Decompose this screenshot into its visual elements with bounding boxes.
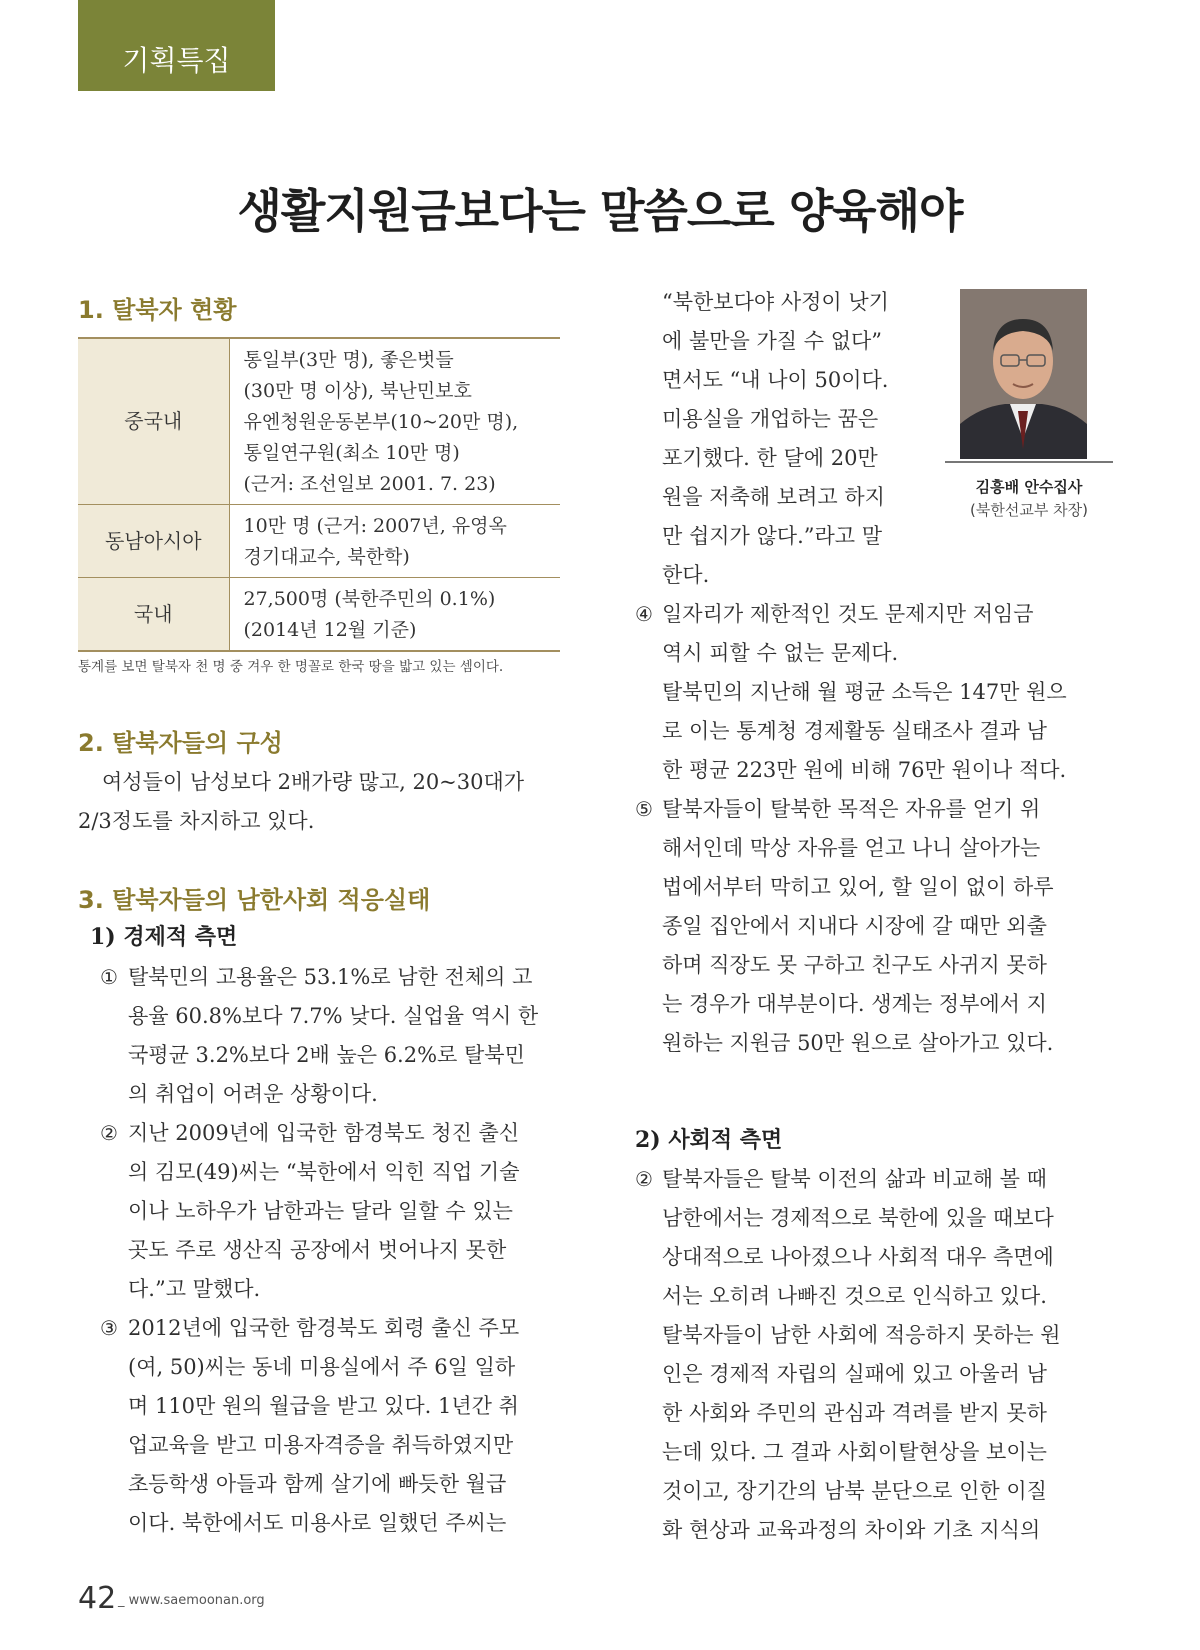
body-line: 법에서부터 막히고 있어, 할 일이 없이 하루 xyxy=(662,875,1054,899)
portrait-illustration xyxy=(960,289,1087,459)
region-cell: 국내 xyxy=(78,578,229,652)
body-line: 한 평균 223만 원에 비해 76만 원이나 적다. xyxy=(662,758,1067,782)
detail-line: (2014년 12월 기준) xyxy=(243,619,417,641)
detail-cell xyxy=(229,578,560,652)
table-row xyxy=(78,505,560,578)
detail-line: 27,500명 (북한주민의 0.1%) xyxy=(243,588,496,610)
body-line: 한 사회와 주민의 관심과 격려를 받지 못하 xyxy=(662,1401,1047,1425)
detail-line: 유엔청원운동본부(10~20만 명), xyxy=(243,411,519,433)
body-line: 국평균 3.2%보다 2배 높은 6.2%로 탈북민 xyxy=(128,1043,525,1067)
body-line: 이나 노하우가 남한과는 달라 일할 수 있는 xyxy=(128,1199,513,1223)
body-line: 원을 저축해 보려고 하지 xyxy=(662,485,885,509)
detail-line: 10만 명 (근거: 2007년, 유영옥 xyxy=(243,515,507,537)
table-row xyxy=(78,338,560,505)
section-2-heading: 2. 탈북자들의 구성 xyxy=(78,729,283,757)
body-line: 는 경우가 대부분이다. 생계는 정부에서 지 xyxy=(662,992,1047,1016)
detail-cell xyxy=(229,505,560,578)
body-line: 의 취업이 어려운 상황이다. xyxy=(128,1082,378,1106)
body-line: 탈북민의 고용율은 53.1%로 남한 전체의 고 xyxy=(128,965,533,989)
body-line: 탈북자들이 남한 사회에 적응하지 못하는 원 xyxy=(662,1323,1061,1347)
item-3 xyxy=(100,1309,570,1543)
table-row xyxy=(78,578,560,652)
body-line: 초등학생 아들과 함께 살기에 빠듯한 월급 xyxy=(128,1472,507,1496)
photo-caption-name: 김흥배 안수집사 xyxy=(975,478,1083,496)
item-5 xyxy=(635,790,1095,1063)
subsection-social: 2) 사회적 측면 xyxy=(635,1127,783,1153)
detail-line: 통일연구원(최소 10만 명) xyxy=(243,442,460,464)
body-line: 탈북민의 지난해 월 평균 소득은 147만 원으 xyxy=(662,680,1067,704)
body-line: 며 110만 원의 월급을 받고 있다. 1년간 취 xyxy=(128,1394,519,1418)
body-line: 의 김모(49)씨는 “북한에서 익힌 직업 기술 xyxy=(128,1160,520,1184)
body-line: 인은 경제적 자립의 실패에 있고 아울러 남 xyxy=(662,1362,1047,1386)
detail-cell xyxy=(229,338,560,505)
body-line: 업교육을 받고 미용자격증을 취득하였지만 xyxy=(128,1433,514,1457)
body-line: 이다. 북한에서도 미용사로 일했던 주씨는 xyxy=(128,1511,507,1535)
body-line: 미용실을 개업하는 꿈은 xyxy=(662,407,879,431)
body-line: 화 현상과 교육과정의 차이와 기초 지식의 xyxy=(662,1518,1041,1542)
page-number: 42 xyxy=(78,1581,117,1616)
item-number: ① xyxy=(100,965,118,989)
body-line: 남한에서는 경제적으로 북한에 있을 때보다 xyxy=(662,1206,1054,1230)
region-cell: 중국내 xyxy=(78,338,229,505)
item-2 xyxy=(100,1114,570,1309)
item-number: ③ xyxy=(100,1316,118,1340)
item-number: ② xyxy=(100,1121,118,1145)
item-4 xyxy=(635,595,1095,790)
detail-line: (근거: 조선일보 2001. 7. 23) xyxy=(243,473,496,495)
body-line: 지난 2009년에 입국한 함경북도 청진 출신 xyxy=(128,1121,520,1145)
body-line: 는데 있다. 그 결과 사회이탈현상을 보이는 xyxy=(662,1440,1047,1464)
body-line: 서는 오히려 나빠진 것으로 인식하고 있다. xyxy=(662,1284,1047,1308)
body-line: 용율 60.8%보다 7.7% 낮다. 실업율 역시 한 xyxy=(128,1004,539,1028)
body-line: 2/3정도를 차지하고 있다. xyxy=(78,809,315,833)
table-note: 통계를 보면 탈북자 천 명 중 겨우 한 명꼴로 한국 땅을 밟고 있는 셈이다. xyxy=(78,659,504,675)
item-number: ⑤ xyxy=(635,797,653,821)
body-line: 로 이는 통계청 경제활동 실태조사 결과 남 xyxy=(662,719,1047,743)
detail-line: (30만 명 이상), 북난민보호 xyxy=(243,380,472,402)
body-line: 여성들이 남성보다 2배가량 많고, 20~30대가 xyxy=(102,770,525,794)
detail-line: 경기대교수, 북한학) xyxy=(243,546,410,568)
footer-url[interactable]: _ www.saemoonan.org xyxy=(118,1593,265,1608)
body-line: 종일 집안에서 지내다 시장에 갈 때만 외출 xyxy=(662,914,1047,938)
body-line: 만 쉽지가 않다.”라고 말 xyxy=(662,524,883,548)
quote-continuation xyxy=(662,283,932,595)
body-line: 한다. xyxy=(662,563,710,587)
detail-line: 통일부(3만 명), 좋은벗들 xyxy=(243,349,454,371)
defector-stats-table xyxy=(78,337,560,652)
item-1 xyxy=(100,958,570,1114)
body-line: “북한보다야 사정이 낫기 xyxy=(662,290,889,314)
body-line: 상대적으로 나아졌으나 사회적 대우 측면에 xyxy=(662,1245,1054,1269)
item-number: ④ xyxy=(635,602,653,626)
region-cell: 동남아시아 xyxy=(78,505,229,578)
body-line: 면서도 “내 나이 50이다. xyxy=(662,368,889,392)
body-line: 일자리가 제한적인 것도 문제지만 저임금 xyxy=(662,602,1034,626)
body-line: 다.”고 말했다. xyxy=(128,1277,261,1301)
body-line: 역시 피할 수 없는 문제다. xyxy=(662,641,899,665)
body-line: 2012년에 입국한 함경북도 회령 출신 주모 xyxy=(128,1316,520,1340)
body-line: 곳도 주로 생산직 공장에서 벗어나지 못한 xyxy=(128,1238,507,1262)
section-2-body xyxy=(78,763,563,841)
body-line: 탈북자들이 탈북한 목적은 자유를 얻기 위 xyxy=(662,797,1041,821)
section-1-heading: 1. 탈북자 현황 xyxy=(78,296,237,324)
caption-divider xyxy=(945,461,1113,463)
body-line: 포기했다. 한 달에 20만 xyxy=(662,446,878,470)
body-line: 하며 직장도 못 구하고 친구도 사귀지 못하 xyxy=(662,953,1047,977)
body-line: 원하는 지원금 50만 원으로 살아가고 있다. xyxy=(662,1031,1054,1055)
body-line: 에 불만을 가질 수 없다” xyxy=(662,329,883,353)
portrait-photo xyxy=(960,289,1087,459)
article-title: 생활지원금보다는 말씀으로 양육해야 xyxy=(237,184,963,238)
body-line: 것이고, 장기간의 남북 분단으로 인한 이질 xyxy=(662,1479,1047,1503)
section-3-heading: 3. 탈북자들의 남한사회 적응실태 xyxy=(78,886,431,914)
body-line: 탈북자들은 탈북 이전의 삶과 비교해 볼 때 xyxy=(662,1167,1047,1191)
body-line: 해서인데 막상 자유를 얻고 나니 살아가는 xyxy=(662,836,1041,860)
section-tab: 기획특집 xyxy=(78,0,275,91)
body-line: (여, 50)씨는 동네 미용실에서 주 6일 일하 xyxy=(128,1355,516,1379)
item-number: ② xyxy=(635,1167,653,1191)
subsection-economic: 1) 경제적 측면 xyxy=(90,924,238,950)
photo-caption-role: (북한선교부 차장) xyxy=(970,501,1088,519)
item-6 xyxy=(635,1160,1095,1550)
